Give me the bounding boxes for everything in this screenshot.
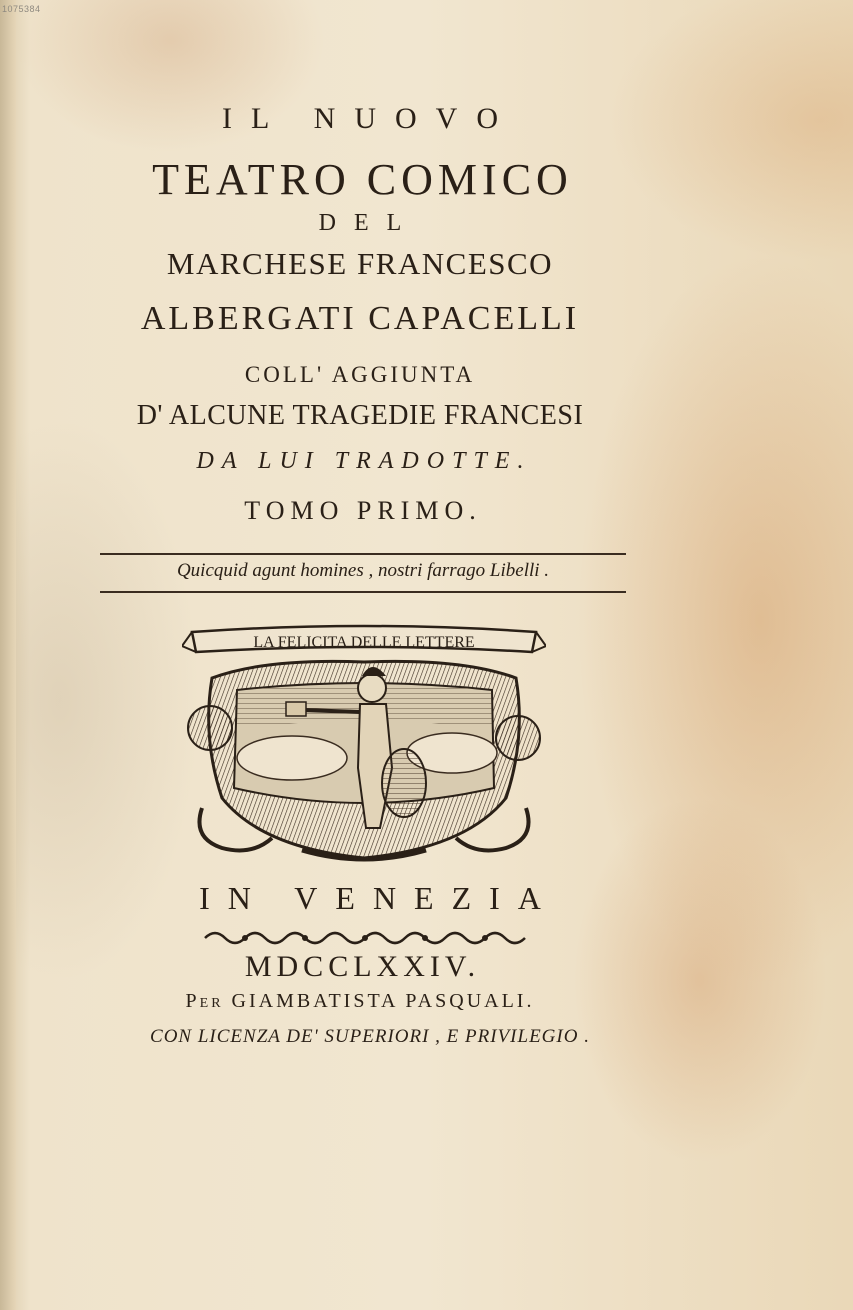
title-line-7: D' ALCUNE TRAGEDIE FRANCESI xyxy=(136,400,584,431)
title-line-3: DEL xyxy=(318,210,420,236)
book-gutter xyxy=(0,0,16,1310)
title-line-1: IL NUOVO xyxy=(221,102,518,135)
title-line-8: DA LUI TRADOTTE. xyxy=(196,448,532,474)
title-line-5: ALBERGATI CAPACELLI xyxy=(140,300,580,337)
rule-top xyxy=(100,553,626,555)
imprint-year: MDCCLXXIV. xyxy=(244,950,481,983)
library-stamp: 1075384 xyxy=(2,4,41,14)
rule-bottom xyxy=(100,591,626,593)
motto: Quicquid agunt homines , nostri farrago Libelli . xyxy=(176,560,550,581)
imprint-city: IN VENEZIA xyxy=(199,880,559,916)
title-line-4: MARCHESE FRANCESCO xyxy=(166,246,554,281)
vignette-banner-text: LA FELICITA DELLE LETTERE xyxy=(253,634,475,651)
engraved-vignette xyxy=(182,618,546,864)
imprint-license: CON LICENZA DE' SUPERIORI , E PRIVILEGIO . xyxy=(150,1026,590,1047)
printers-ornament xyxy=(200,928,530,948)
title-line-6: COLL' AGGIUNTA xyxy=(244,362,476,387)
imprint-printer: Per GIAMBATISTA PASQUALI. xyxy=(185,990,535,1012)
volume-label: TOMO PRIMO. xyxy=(244,496,482,525)
title-line-2: TEATRO COMICO xyxy=(152,155,573,204)
